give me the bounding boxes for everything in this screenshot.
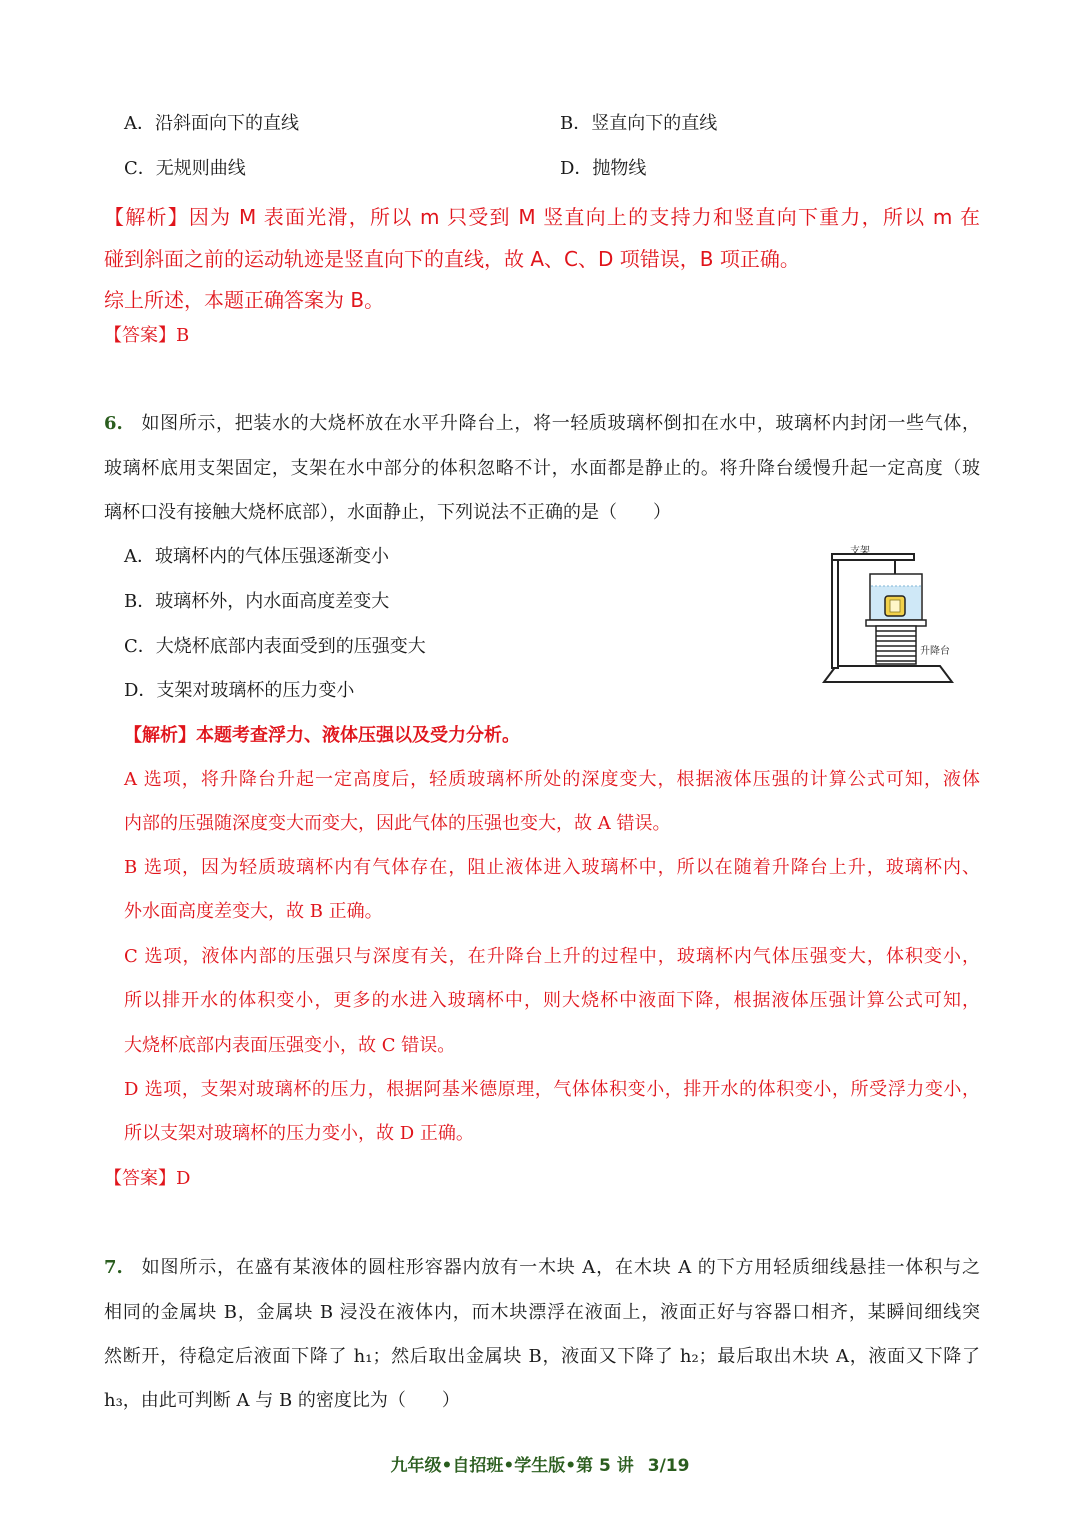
label-platform: 升降台 bbox=[920, 646, 950, 657]
q7-stem-line-2: 相同的金属块 B，金属块 B 浸没在液体内，而木块漂浮在液面上，液面正好与容器口相齐，某瞬间细线突 bbox=[104, 1302, 980, 1323]
q7-stem-line-4: h₃，由此可判断 A 与 B 的密度比为（ ） bbox=[104, 1390, 460, 1411]
q5-analysis-tag: 【解析】 bbox=[104, 205, 189, 229]
q6-option-a: A．玻璃杯内的气体压强逐渐变小 bbox=[124, 546, 389, 567]
q6-stem-line-3: 璃杯口没有接触大烧杯底部），水面静止，下列说法不正确的是（ ） bbox=[104, 502, 671, 523]
q7-stem-line-3: 然断开，待稳定后液面下降了 h₁；然后取出金属块 B，液面又下降了 h₂；最后取出木块 A，液面又下降了 bbox=[104, 1346, 980, 1367]
q6-analysis-line-1: A 选项，将升降台升起一定高度后，轻质玻璃杯所处的深度变大，根据液体压强的计算公式可知，液体 bbox=[124, 769, 980, 790]
footer-course: 九年级•自招班•学生版•第 5 讲 bbox=[390, 1456, 634, 1476]
q6-stem-line-1 bbox=[104, 415, 980, 433]
q7-stem-text-1: 如图所示，在盛有某液体的圆柱形容器内放有一木块 A，在木块 A 的下方用轻质细线悬挂一体积与之 bbox=[140, 1257, 980, 1278]
stand-arm bbox=[832, 554, 914, 560]
platform-top bbox=[866, 620, 926, 626]
q6-stem-text-1: 如图所示，把装水的大烧杯放在水平升降台上，将一轻质玻璃杯倒扣在水中，玻璃杯内封闭一些气体， bbox=[140, 413, 980, 434]
stand-pole bbox=[832, 554, 838, 668]
q5-option-c: C．无规则曲线 bbox=[124, 158, 246, 179]
q6-analysis-head bbox=[124, 727, 980, 745]
q6-analysis-line-3: B 选项，因为轻质玻璃杯内有气体存在，阻止液体进入玻璃杯中，所以在随着升降台上升，玻璃杯内、 bbox=[124, 857, 980, 878]
q5-analysis-text-1: 因为 M 表面光滑，所以 m 只受到 M 竖直向上的支持力和竖直向下重力，所以 m 在 bbox=[188, 205, 980, 229]
q5-analysis-line-2: 碰到斜面之前的运动轨迹是竖直向下的直线，故 A、C、D 项错误，B 项正确。 bbox=[104, 247, 800, 271]
q5-answer-tag: 【答案】 bbox=[104, 325, 176, 346]
q6-stem-line-2: 玻璃杯底用支架固定，支架在水中部分的体积忽略不计，水面都是静止的。将升降台缓慢升起一定高度（玻 bbox=[104, 458, 980, 479]
q6-analysis-line-5: C 选项，液体内部的压强只与深度有关，在升降台上升的过程中，玻璃杯内气体压强变大，体积变小， bbox=[124, 946, 980, 967]
q6-analysis-line-7: 大烧杯底部内表面压强变小，故 C 错误。 bbox=[124, 1035, 456, 1056]
q6-option-b: B．玻璃杯外，内水面高度差变大 bbox=[124, 591, 390, 612]
q5-analysis-line-3: 综上所述，本题正确答案为 B。 bbox=[104, 288, 385, 312]
q5-option-a: A．沿斜面向下的直线 bbox=[124, 113, 299, 134]
q5-option-b: B．竖直向下的直线 bbox=[560, 113, 718, 134]
q5-option-d: D．抛物线 bbox=[560, 158, 647, 179]
q6-number: 6. bbox=[104, 413, 123, 434]
q6-answer-value: D bbox=[176, 1168, 191, 1189]
q6-analysis-line-4: 外水面高度差变大，故 B 正确。 bbox=[124, 901, 383, 922]
q6-figure-beaker-apparatus bbox=[818, 540, 958, 690]
stand-base bbox=[824, 666, 952, 682]
q5-answer bbox=[104, 327, 980, 345]
q5-analysis-line-1 bbox=[104, 207, 980, 227]
q6-analysis-line-9: 所以支架对玻璃杯的压力变小，故 D 正确。 bbox=[124, 1123, 474, 1144]
q6-analysis-line-6: 所以排开水的体积变小，更多的水进入玻璃杯中，则大烧杯中液面下降，根据液体压强计算公式可知， bbox=[124, 990, 980, 1011]
page-footer bbox=[0, 1451, 1080, 1476]
q6-analysis-tag: 【解析】 bbox=[124, 725, 196, 746]
q7-number: 7. bbox=[104, 1257, 123, 1278]
q6-option-d: D．支架对玻璃杯的压力变小 bbox=[124, 680, 355, 701]
q6-analysis-line-8: D 选项，支架对玻璃杯的压力，根据阿基米德原理，气体体积变小，排开水的体积变小，所受浮力变小， bbox=[124, 1079, 980, 1100]
q6-analysis-line-2: 内部的压强随深度变大而变大，因此气体的压强也变大，故 A 错误。 bbox=[124, 813, 671, 834]
q6-option-c: C．大烧杯底部内表面受到的压强变大 bbox=[124, 636, 426, 657]
q6-answer-tag: 【答案】 bbox=[104, 1168, 176, 1189]
q6-analysis-head-text: 本题考查浮力、液体压强以及受力分析。 bbox=[196, 725, 520, 746]
q7-stem-line-1 bbox=[104, 1259, 980, 1277]
footer-page-number: 3/19 bbox=[647, 1456, 690, 1476]
q6-answer bbox=[104, 1170, 980, 1188]
lift-spring bbox=[876, 626, 916, 664]
label-stand: 支架 bbox=[850, 546, 870, 557]
q5-answer-value: B bbox=[176, 325, 190, 346]
